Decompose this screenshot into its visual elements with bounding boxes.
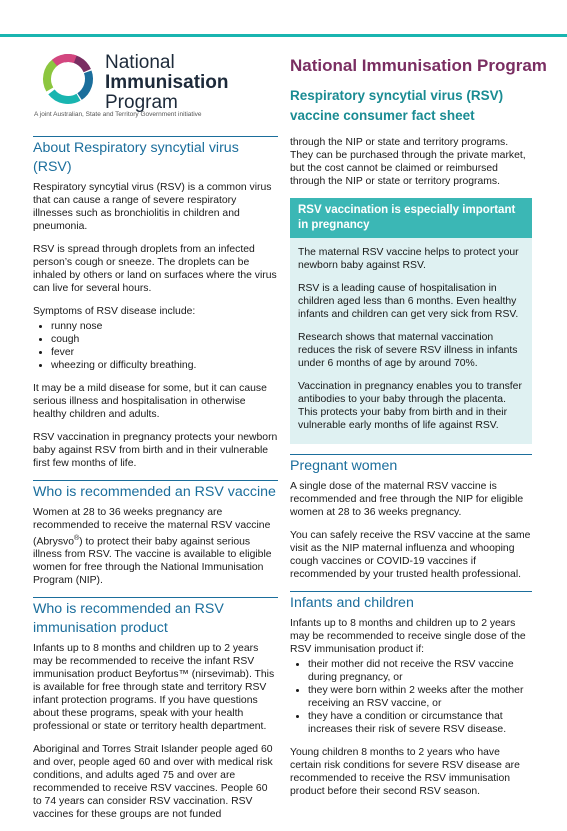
list-item: • wheezing or difficulty breathing. <box>51 359 278 372</box>
callout-paragraph-4: Vaccination in pregnancy enables you to transfer antibodies to your baby through the placenta. This protects your baby from birth and in their vulnerable early months of life against RSV. <box>298 381 522 431</box>
infants-list <box>290 658 532 736</box>
vaccine-text-b: ) to protect their baby against serious illness from RSV. The vaccine is available to eligible women for free through the National Immunisation Program (NIP). <box>33 536 272 587</box>
pregnant-paragraph-1: A single dose of the maternal RSV vaccine is recommended and free through the NIP for eligible women at 28 to 36 weeks pregnancy. <box>290 481 524 518</box>
product-paragraph-2: Aboriginal and Torres Strait Islander people aged 60 and over, people aged 60 and over with medical risk conditions, and adults aged 75 and over are recommended to receive RSV vaccines. People 60 to 74 years can consider RSV vaccination. RSV vaccines for these groups are not funded <box>33 744 273 821</box>
logo-line-1: National <box>105 52 175 73</box>
about-paragraph-2: RSV is spread through droplets from an infected person’s cough or sneeze. The droplets can be inhaled by others or land on surfaces where the virus can live for several hours. <box>33 244 277 294</box>
nip-ring-logo-icon <box>40 51 96 107</box>
product-paragraph-1: Infants up to 8 months and children up to 2 years may be recommended to receive the infant RSV immunisation product Beyfortus™ (nirsevimab). This is available for free through state and territory RSV infant protection programs. If you have questions about these programs, speak with your health professional or state or territory health department. <box>33 643 275 733</box>
pregnant-heading: Pregnant women <box>290 454 532 476</box>
sheet-title: Respiratory syncytial virus (RSV) vaccine consumer fact sheet <box>290 88 504 123</box>
vaccine-heading: Who is recommended an RSV vaccine <box>33 480 278 502</box>
infants-paragraph-1: Infants up to 8 months and children up to 2 years may be recommended to receive single dose of the RSV immunisation product if: <box>290 618 526 655</box>
infants-paragraph-2: Young children 8 months to 2 years who have certain risk conditions for severe RSV disease are recommended to receive the RSV immunisation product before their second RSV season. <box>290 747 520 797</box>
registered-mark: ® <box>74 535 80 542</box>
symptoms-list <box>33 320 278 372</box>
about-paragraph-4: RSV vaccination in pregnancy protects your newborn baby against RSV from birth and in their vulnerable first few months of life. <box>33 432 278 469</box>
callout-heading: RSV vaccination is especially important in pregnancy <box>290 198 532 238</box>
program-title: National Immunisation Program <box>290 56 547 75</box>
callout-paragraph-1: The maternal RSV vaccine helps to protect your newborn baby against RSV. <box>298 247 519 271</box>
callout-paragraph-3: Research shows that maternal vaccination reduces the risk of severe RSV illness in infants under 6 months of age by around 70%. <box>298 332 518 369</box>
infants-heading: Infants and children <box>290 591 532 613</box>
list-item: • fever <box>51 346 278 359</box>
logo-subtitle: A joint Australian, State and Territory Government initiative <box>34 111 202 118</box>
pregnancy-callout <box>290 198 532 444</box>
symptoms-intro: Symptoms of RSV disease include: <box>33 306 196 317</box>
list-item: • their mother did not receive the RSV vaccine during pregnancy, or <box>308 658 532 684</box>
callout-body <box>290 238 532 444</box>
continued-paragraph: through the NIP or state and territory programs. They can be purchased through the private market, but the cost cannot be claimed or reimbursed through the NIP or state or territory programs. <box>290 137 526 187</box>
about-paragraph-1: Respiratory syncytial virus (RSV) is a common virus that can cause a range of severe respiratory illnesses such as bronchiolitis in children and pneumonia. <box>33 182 272 232</box>
product-heading: Who is recommended an RSV immunisation product <box>33 597 278 638</box>
logo-wordmark <box>105 53 229 113</box>
header-rule <box>0 34 567 37</box>
list-item: • they have a condition or circumstance that increases their risk of severe RSV disease. <box>308 710 532 736</box>
list-item: • they were born within 2 weeks after the mother receiving an RSV vaccine, or <box>308 684 532 710</box>
right-column <box>290 136 532 808</box>
vaccine-text-a: Women at 28 to 36 weeks pregnancy are recommended to receive the maternal RSV vaccine (Abrysvo <box>33 507 271 548</box>
logo-line-3: Program <box>105 92 178 113</box>
left-column <box>33 136 278 831</box>
pregnant-paragraph-2: You can safely receive the RSV vaccine at the same visit as the NIP maternal influenza and whooping cough vaccines or COVID-19 vaccines if recommended by your trusted health professional. <box>290 530 531 580</box>
callout-paragraph-2: RSV is a leading cause of hospitalisation in children aged less than 6 months. Even healthy infants and children can get very sick from RSV. <box>298 283 519 320</box>
logo-line-2: Immunisation <box>105 72 229 93</box>
about-paragraph-3: It may be a mild disease for some, but it can cause serious illness and hospitalisation in otherwise healthy children and adults. <box>33 383 267 420</box>
list-item: • runny nose <box>51 320 278 333</box>
about-heading: About Respiratory syncytial virus (RSV) <box>33 136 278 177</box>
list-item: • cough <box>51 333 278 346</box>
vaccine-paragraph <box>33 506 278 587</box>
